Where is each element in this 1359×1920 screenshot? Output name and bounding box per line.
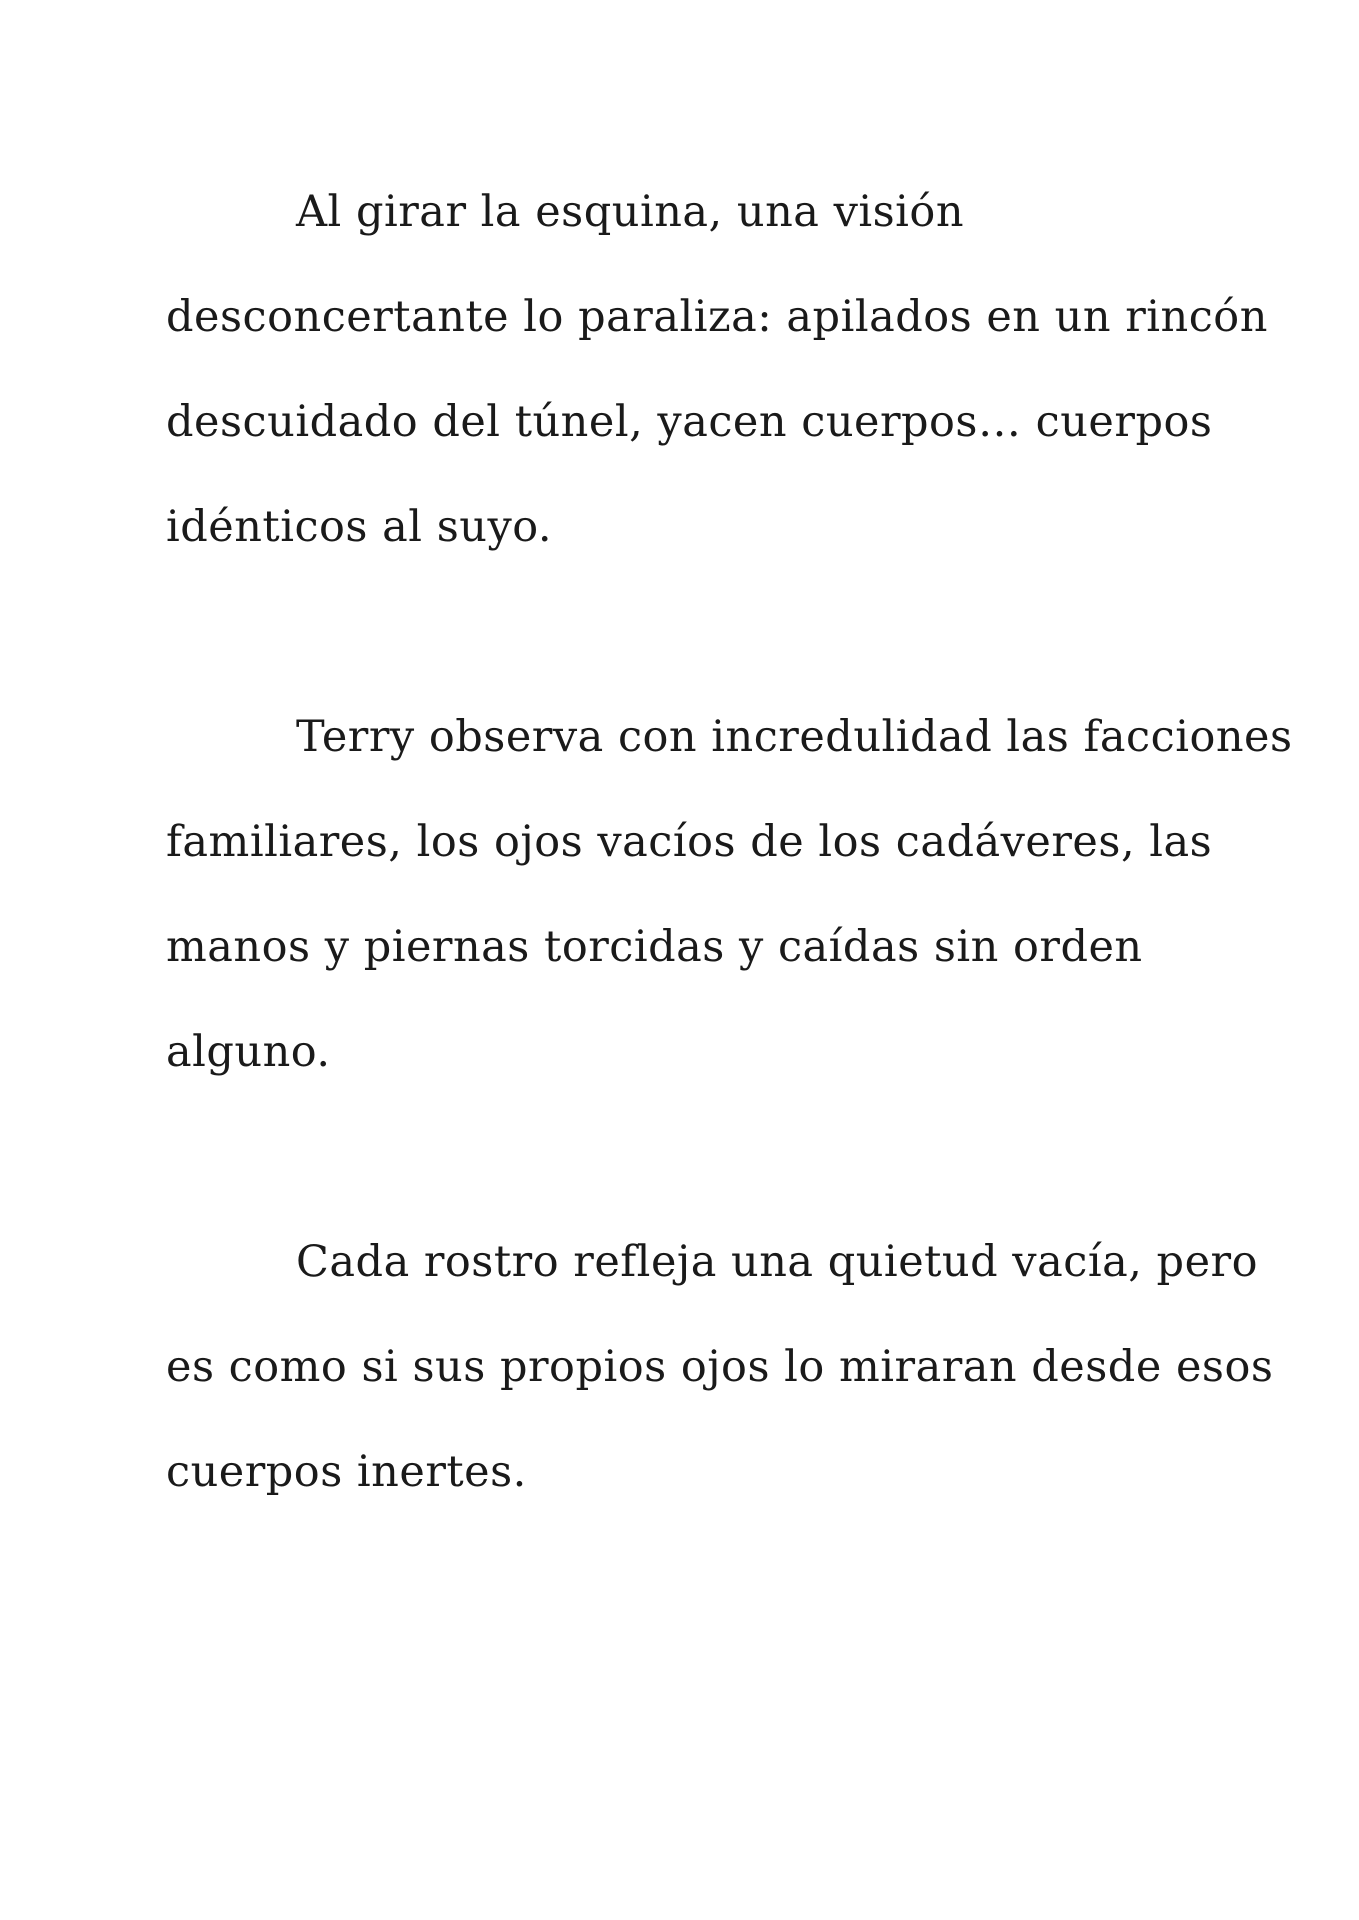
body-text: [166, 160, 1293, 1525]
paragraph-2: [166, 685, 1293, 1105]
paragraph-line: descuidado del túnel, yacen cuerpos… cuerpos: [166, 397, 1213, 447]
paragraph-line: cuerpos inertes.: [166, 1447, 527, 1497]
paragraph-line: Al girar la esquina, una visión: [296, 187, 965, 237]
paragraph-line: familiares, los ojos vacíos de los cadáveres, las: [166, 817, 1213, 867]
paragraph-line: manos y piernas torcidas y caídas sin orden: [166, 922, 1143, 972]
paragraph-line: Cada rostro refleja una quietud vacía, pero: [296, 1237, 1258, 1287]
paragraph-line: Terry observa con incredulidad las facciones: [296, 712, 1293, 762]
paragraph-spacer: [166, 1105, 1226, 1210]
paragraph-3: [166, 1210, 1274, 1525]
paragraph-line: alguno.: [166, 1027, 331, 1077]
paragraph-line: desconcertante lo paraliza: apilados en un rincón: [166, 292, 1268, 342]
paragraph-line: idénticos al suyo.: [166, 502, 553, 552]
paragraph-line: es como si sus propios ojos lo miraran desde esos: [166, 1342, 1274, 1392]
paragraph-1: [166, 160, 1268, 580]
paragraph-spacer: [166, 580, 1226, 685]
